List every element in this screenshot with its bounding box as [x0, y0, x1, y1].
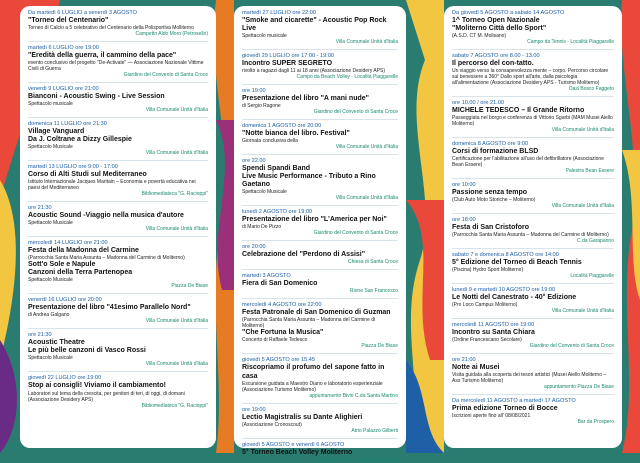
event-item [28, 10, 208, 37]
event-date: giovedì 22 LUGLIO ore 19:00 [28, 375, 102, 382]
event-title: Lectio Magistralis su Dante Alighieri [242, 413, 363, 421]
event-title: Spendi Spandi Band Live Music Performance - Tributo a Rino Gaetano [242, 165, 376, 189]
event-item [242, 84, 398, 115]
event-item [242, 403, 398, 434]
event-title: "Torneo del Centenario" [28, 16, 109, 24]
event-item [28, 160, 208, 197]
event-title: Prima edizione Torneo di Bocce [452, 405, 558, 413]
event-item [242, 298, 398, 349]
event-description: (Pro Loco Campus Moliterno) [452, 302, 518, 309]
event-location: Villa Comunale Unità d'Italia [335, 144, 398, 151]
event-description: (Parrocchia Santa Maria Assunta – Madonna del Carmine di Moliterno) [242, 317, 376, 330]
event-item [452, 394, 614, 425]
event-location: Rione San Francesco [349, 288, 398, 295]
event-title: MICHELE TEDESCO – Il Grande Ritorno [452, 107, 585, 115]
event-title: Stop ai consigli! Viviamo il cambiamento! [28, 382, 166, 390]
event-location: Chiesa di Santa Croce [347, 259, 398, 266]
event-date: ore 10:00 [452, 182, 476, 189]
event-description: (Associazione Cronoscout) [242, 421, 302, 428]
event-location: Oasi Bosco Faggeto [568, 86, 614, 93]
event-location: C.da Garapanno [577, 238, 614, 245]
event-description: Spettacolo Musicale [28, 220, 73, 227]
event-date: ore 20:00 [242, 244, 266, 251]
event-location: Campo da Beach Volley - Località Piaggarelle [296, 74, 398, 81]
event-location: Località Piaggarelle [570, 273, 614, 280]
event-description: Spettacolo musicale [28, 101, 73, 108]
event-date: martedì 27 LUGLIO ore 22:00 [242, 10, 317, 16]
event-description: di Sergio Ragone [242, 103, 281, 110]
event-location: Villa Comunale Unità d'Italia [335, 39, 398, 46]
event-description: Istituto Internazionale Jacques Maritain – Economia e povertà educativa nei paesi del Mediterraneo [28, 179, 196, 192]
event-location: Villa Comunale Unità d'Italia [551, 203, 614, 210]
event-item [28, 371, 208, 408]
event-description: (Piscina) Hydro Sport Moliterno) [452, 267, 524, 274]
event-title: Celebrazione del "Perdono di Assisi" [242, 251, 366, 259]
event-location: Villa Comunale Unità d'Italia [145, 226, 208, 233]
event-title: Incontro su Santa Chiara [452, 329, 535, 337]
event-title: Presentazione del libro "41esimo Parallelo Nord" [28, 304, 191, 312]
event-title: Riscopriamo il profumo del sapone fatto in casa [242, 364, 385, 380]
event-item [242, 119, 398, 150]
event-date: lunedì 2 AGOSTO ore 19:00 [242, 209, 313, 216]
event-description: rivolto a ragazzi dagli 11 ai 18 anni (Associazione Desidery APS) [242, 68, 386, 75]
event-title: "Eredità della guerra, il cammino della pace" [28, 52, 177, 60]
event-date: ore 18:00 [452, 217, 476, 224]
event-location: Villa Comunale Unità d'Italia [145, 150, 208, 157]
event-location: Bibliomediateca "G. Racioppi" [141, 191, 208, 198]
event-title: 1^ Torneo Open Nazionale "Moliterno Città dello Sport" [452, 16, 547, 33]
event-date: domenica 8 AGOSTO ore 9:00 [452, 141, 529, 148]
event-title: Corso di Alti Studi sul Mediterraneo [28, 171, 147, 179]
event-location: Giardino del Convento di Santa Croce [313, 230, 398, 237]
event-item [452, 283, 614, 314]
event-date: giovedì 29 LUGLIO ore 17:00 - 19:00 [242, 53, 335, 60]
event-description: Iscrizioni aperte fino all' 08/08/2021 [452, 413, 531, 420]
event-description: Torneo di Calcio a 5 celebrativo del Centenario della Polisportiva Molliterno [28, 25, 194, 32]
event-subdescription: Spettacolo Musicale [28, 277, 73, 284]
event-title: Presentazione del libro "L'America per Noi" [242, 216, 387, 224]
event-title: Bianconi - Acoustic Swing - Live Session [28, 93, 165, 101]
event-item [452, 353, 614, 390]
event-date: giovedì 5 AGOSTO e venerdì 6 AGOSTO [242, 441, 345, 448]
event-date: ore 19:00 [242, 88, 266, 95]
event-title: Fiera di San Domenico [242, 280, 318, 288]
event-title: "Smoke and cicarette" - Acoustic Pop Rock Live [242, 16, 387, 33]
event-title: Corsi di formazione BLSD [452, 148, 539, 156]
event-description: Giornata conclusiva della [242, 138, 298, 145]
event-title: Incontro SUPER SEGRETO [242, 60, 333, 68]
event-date: domenica 1 AGOSTO ore 20:00 [242, 123, 322, 130]
event-description: (Parrocchia Santa Maria Assunta – Madonna del Carmine di Moliterno) [28, 255, 185, 262]
event-date: domenica 11 LUGLIO ore 21:30 [28, 121, 107, 128]
event-date: martedì 6 LUGLIO ore 19:00 [28, 45, 99, 52]
event-date: mercoledì 4 AGOSTO ore 22:00 [242, 302, 322, 309]
event-item [452, 248, 614, 279]
event-title: Festa Patronale di San Domenico di Guzman [242, 309, 391, 317]
event-location: Campetto Aldo Moro (Petrosello) [135, 31, 208, 38]
event-location: Villa Comunale Unità d'Italia [145, 107, 208, 114]
event-item [452, 213, 614, 244]
event-description: (A.S.D. CT M. Molisano) [452, 33, 507, 40]
event-location: appuntamento Piazza De Biase [543, 384, 614, 391]
event-description: Spettacolo musicale [242, 33, 287, 40]
event-item [452, 49, 614, 92]
event-date: ore 19:00 [242, 406, 266, 413]
event-description: Certificazione per l'abilitazione all'uso del defibrillatore (Associazione Bean Essere) [452, 156, 604, 169]
event-title: Le Notti del Canestrato - 40° Edizione [452, 294, 577, 302]
event-date: ore 21:00 [452, 357, 476, 364]
event-description: Spettacolo Musicale [28, 355, 73, 362]
event-date: martedì 13 LUGLIO ore 9:00 - 17:00 [28, 164, 118, 171]
event-location: Villa Comunale Unità d'Italia [551, 308, 614, 315]
event-date: Da giovedì 5 AGOSTO a sabato 14 AGOSTO [452, 10, 565, 16]
event-date: mercoledì 14 LUGLIO ore 21:00 [28, 240, 108, 247]
event-subdescription: Concerto di Raffaele Tedesco [242, 337, 308, 344]
event-item [242, 10, 398, 45]
event-date: ore 22.00 [242, 158, 266, 165]
event-description: di Andrea Galgano [28, 312, 70, 319]
event-location: Atrio Palazzo Gilberti [351, 427, 398, 434]
event-description: evento conclusivo del progetto "De-Activate" — Associazione Nazionale Vittime Civili di Guerra [28, 60, 204, 73]
event-item [28, 117, 208, 156]
event-item [28, 293, 208, 324]
event-title: Festa della Madonna del Carmine [28, 247, 139, 255]
event-location: Villa Comunale Unità d'Italia [145, 318, 208, 325]
event-description: Visita guidata alla scoperta dei tesori artistici (Musei Aiello Moliterno – Ass Turismo Moliterno) [452, 372, 607, 385]
event-item [28, 41, 208, 78]
events-column-3 [444, 6, 622, 448]
event-item [452, 137, 614, 174]
event-item [242, 49, 398, 80]
event-location: Centro sportivo - Località Piaggarelle [316, 456, 398, 463]
events-column-1 [20, 6, 216, 448]
event-description: Passeggiata nel borgo e conferenza di Vittorio Sgarbi (MAM Musei Aiello Moliterno) [452, 115, 613, 128]
event-item [452, 96, 614, 133]
event-title: 5° Edizione del Torneo di Beach Tennis [452, 259, 582, 267]
event-title: Acoustic Theatre Le più belle canzoni di Vasco Rossi [28, 339, 146, 355]
event-description: Spettacolo Musicale [28, 144, 73, 151]
event-item [452, 318, 614, 349]
event-date: mercoledì 11 AGOSTO ore 19:00 [452, 322, 535, 329]
event-description: Laboratori sul tema della crescita, per genitori di teri, di oggi, di domani (Associazione Desidery APS) [28, 390, 185, 403]
event-location: Giardino del Convento di Santa Croce [123, 72, 208, 79]
event-title: Acoustic Sound -Viaggio nella musica d'autore [28, 212, 184, 220]
event-subtitle: "Che Fortuna la Musica" [242, 329, 324, 337]
event-date: sabato 7 AGOSTO ore 8.00 - 13.00 [452, 53, 540, 60]
event-description: di Mario De Pizzo [242, 224, 282, 231]
event-date: Da mercoledì 11 AGOSTO a martedì 17 AGOSTO [452, 398, 576, 405]
event-title: Village Vanguard Da J. Coltrane a Dizzy Gillespie [28, 128, 132, 144]
event-description: Escursione guidata a Maestro Diano e laboratorio esperienziale (Associazione Turismo Moliterno) [242, 380, 383, 393]
event-description: (Club Auto Moto Storiche – Moliterno) [452, 197, 536, 204]
event-location: Bar da Prospero [577, 419, 614, 426]
event-subtitle: Sott'o Sole e Napule Canzoni della Terra Partenopea [28, 261, 133, 277]
event-description: (Ordine Francescano Secolare) [452, 337, 522, 344]
event-date: ore 21:30 [28, 205, 52, 212]
event-item [452, 10, 614, 45]
event-item [452, 178, 614, 209]
event-date: venerdì 9 LUGLIO ore 21:00 [28, 86, 99, 93]
event-item [28, 201, 208, 232]
event-item [242, 154, 398, 201]
event-date: venerdì 16 LUGLIO ore 20:00 [28, 297, 102, 304]
event-location: Villa Comunale Unità d'Italia [551, 127, 614, 134]
event-location: Campo da Tennis - Località Piaggarelle [527, 39, 614, 46]
event-title: Festa di San Cristoforo [452, 224, 530, 232]
event-date: giovedì 5 AGOSTO ore 15.45 [242, 357, 315, 364]
event-location: Villa Comunale Unità d'Italia [335, 195, 398, 202]
event-location: Piazza De Biase [361, 343, 398, 350]
event-item [242, 353, 398, 398]
event-title: Il percorso del con-tatto. [452, 60, 534, 68]
event-description: (Parrocchia Santa Maria Assunta – Madonna del Carmine di Moliterno) [452, 232, 609, 239]
event-location: appuntamento Bivio C.da Santa Martino [309, 392, 398, 399]
event-title: Presentazione del libro "A mani nude" [242, 95, 369, 103]
event-title: 5° Torneo Beach Volley Moliterno [242, 448, 353, 456]
event-item [28, 82, 208, 113]
event-item [28, 236, 208, 289]
event-description: Un viaggio verso la consapevolezza mente – corpo. Percorso circolare sul benessere a 360° Dallo sport all'arte, dalla psicologia all'alimentazione (Associazione Desidery APS - Turismo Moliterno) [452, 68, 609, 87]
event-date: ore 21:30 [28, 332, 52, 339]
event-location: Villa Comunale Unità d'Italia [145, 361, 208, 368]
event-date: Da martedì 6 LUGLIO a venerdì 3 AGOSTO [28, 10, 138, 16]
event-title: "Notte bianca del libro. Festival" [242, 130, 350, 138]
event-item [242, 205, 398, 236]
event-item [242, 438, 398, 463]
event-date: lunedì 9 e martedì 10 AGOSTO ore 19:00 [452, 287, 556, 294]
event-title: Passione senza tempo [452, 189, 528, 197]
event-item [242, 269, 398, 294]
event-date: martedì 3 AGOSTO [242, 273, 291, 280]
event-location: Palestra Bean Essere [565, 168, 614, 175]
event-location: Bibliomediateca "G. Racioppi" [141, 402, 208, 409]
event-location: Piazza De Biase [171, 283, 208, 290]
event-date: ore 10.00 / ore 21.00 [452, 100, 504, 107]
event-location: Giardino del Convento di Santa Croce [313, 109, 398, 116]
event-title: Notte ai Musei [452, 364, 500, 372]
event-description: Spettacolo Musicale [242, 189, 287, 196]
events-column-2 [234, 6, 406, 463]
event-date: sabato 7 e domenica 8 AGOSTO ore 14:00 [452, 252, 559, 259]
event-item [28, 328, 208, 367]
event-item [242, 240, 398, 265]
event-location: Giardino del Convento di Santa Croce [529, 343, 614, 350]
